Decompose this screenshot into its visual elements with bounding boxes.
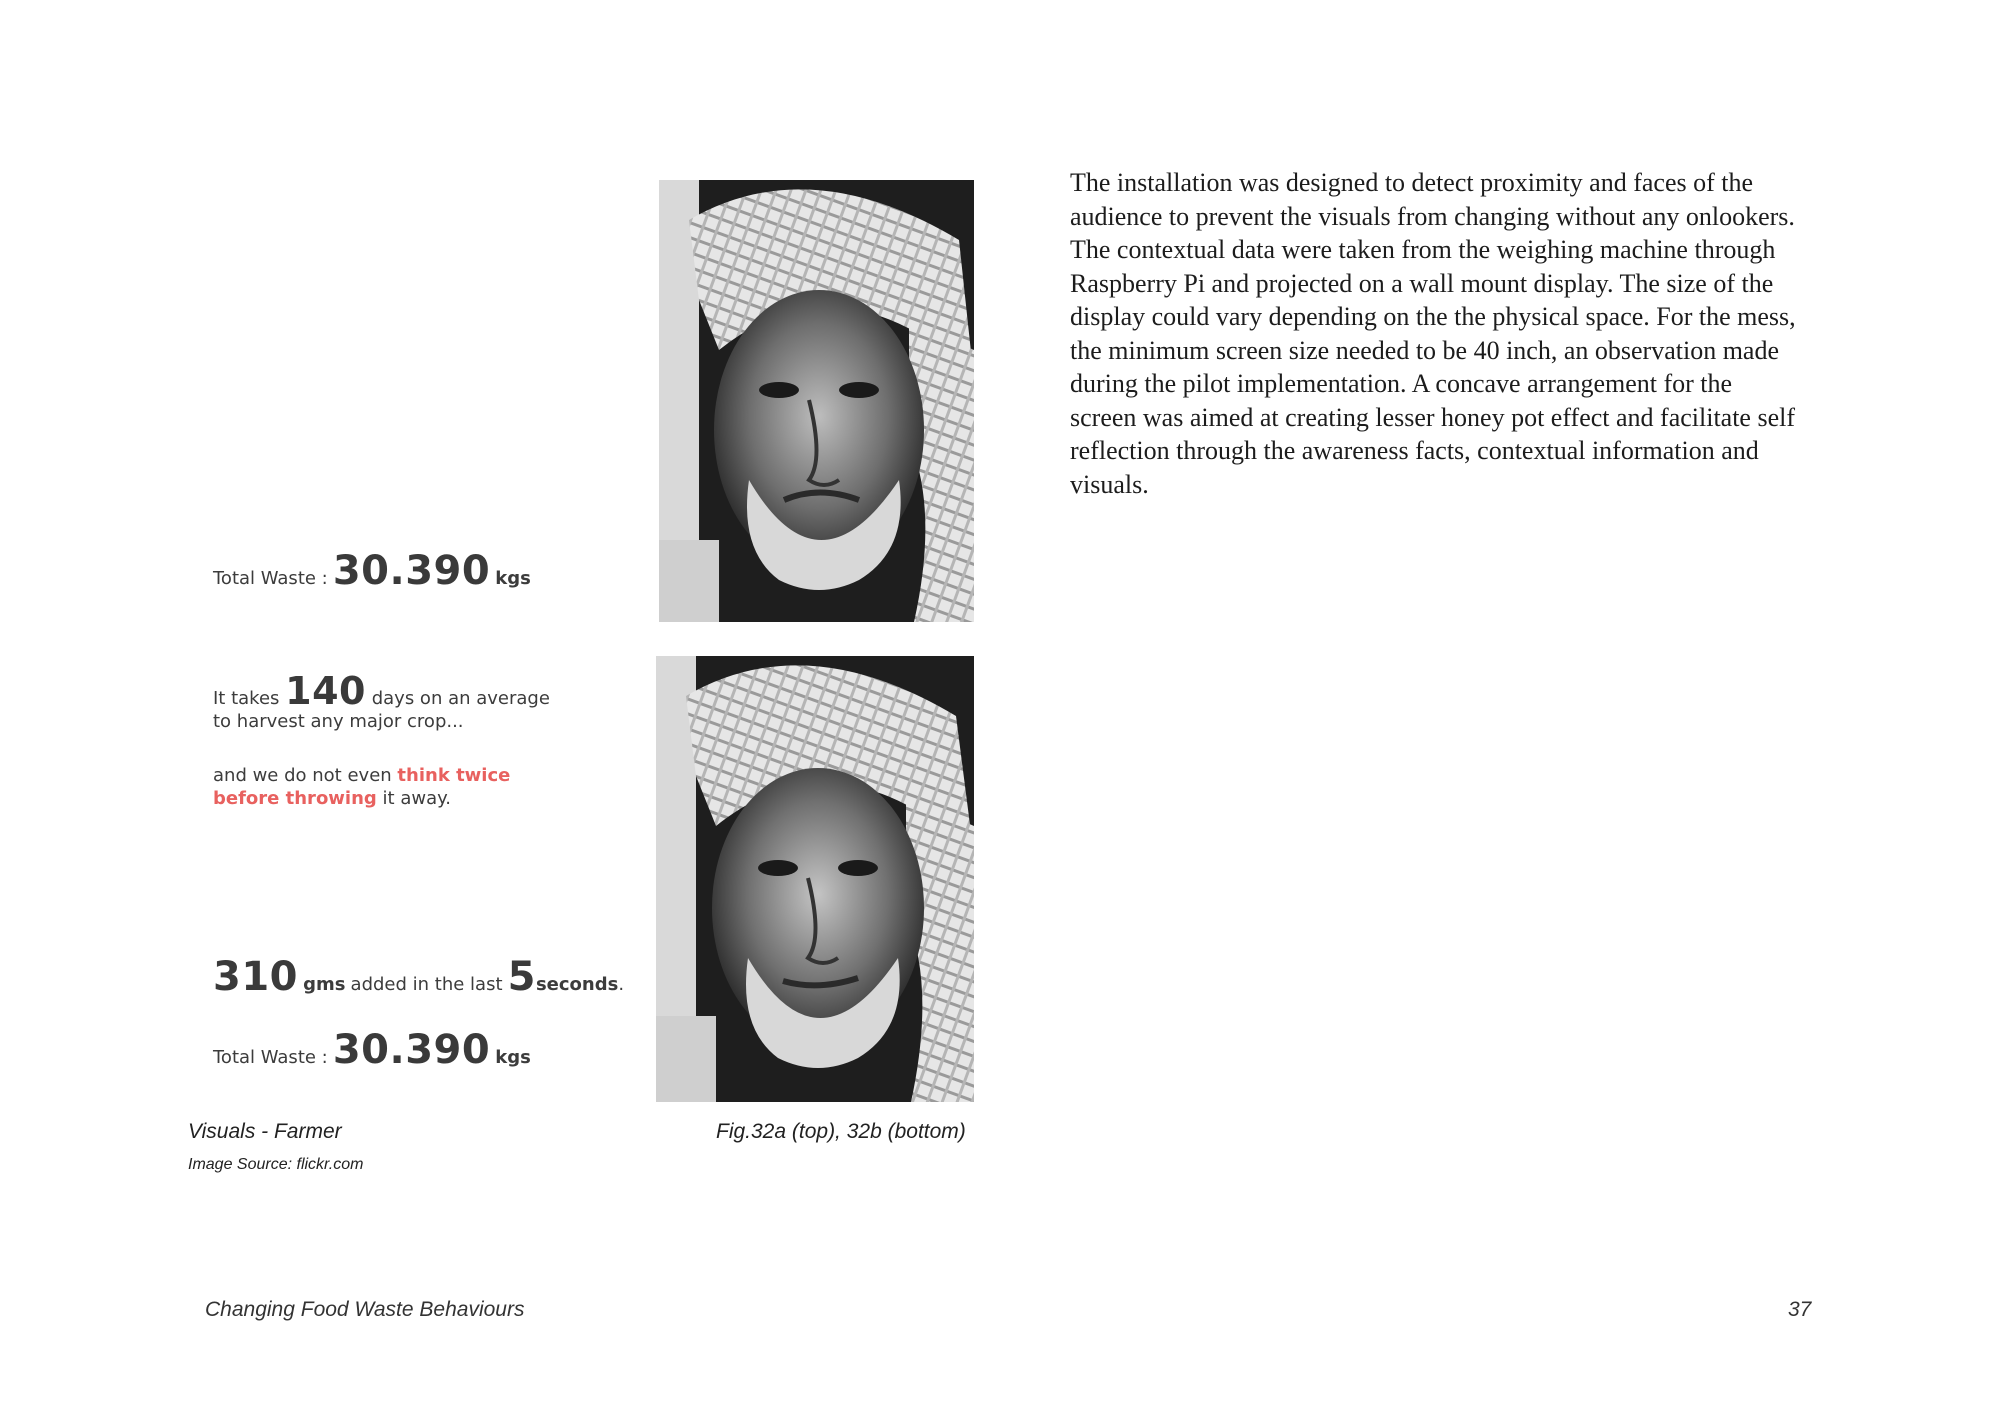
added-amount: 310: [213, 954, 298, 1000]
total-waste-label: Total Waste :: [213, 1047, 328, 1068]
body-line: audience to prevent the visuals from changing without any onlookers.: [1070, 201, 1795, 231]
added-end: .: [618, 974, 625, 995]
body-line: during the pilot implementation. A concave arrangement for the: [1070, 369, 1733, 398]
throw-prefix: and we do not even: [213, 765, 392, 786]
figure-caption: Fig.32a (top), 32b (bottom): [716, 1120, 966, 1143]
body-line: display could vary depending on the the physical space. For the mess,: [1070, 302, 1796, 331]
farmer-photo-bottom: [656, 656, 974, 1102]
harvest-days: 140: [285, 669, 366, 713]
body-line: The contextual data were taken from the weighing machine through: [1070, 235, 1776, 264]
added-middle: added in the last: [350, 974, 503, 995]
total-waste-unit: kgs: [495, 1047, 531, 1068]
harvest-line-2: to harvest any major crop...: [213, 711, 464, 732]
total-waste-value: 30.390: [332, 1027, 491, 1073]
body-line: Raspberry Pi and projected on a wall mount display. The size of the: [1070, 268, 1774, 298]
farmer-photo-top: [659, 180, 974, 622]
added-grams: [213, 954, 624, 1000]
throw-accent-2: before throwing: [213, 788, 377, 809]
body-line: The installation was designed to detect proximity and faces of the: [1070, 168, 1754, 197]
throw-suffix: it away.: [382, 788, 451, 809]
harvest-prefix: It takes: [213, 688, 280, 709]
footer-title: Changing Food Waste Behaviours: [205, 1298, 525, 1321]
total-waste-label: Total Waste :: [213, 568, 328, 589]
harvest-suffix: days on an average: [371, 688, 550, 709]
total-waste-top: [213, 548, 531, 594]
body-line: visuals.: [1070, 469, 1149, 499]
visuals-title: Visuals - Farmer: [188, 1120, 342, 1143]
total-waste-unit: kgs: [495, 568, 531, 589]
image-source: Image Source: flickr.com: [188, 1156, 364, 1173]
throw-fact: [213, 764, 593, 810]
body-paragraph: [1070, 166, 1830, 501]
added-unit: gms: [303, 974, 346, 995]
throw-accent-1: think twice: [397, 765, 511, 786]
body-line: the minimum screen size needed to be 40 inch, an observation made: [1070, 335, 1779, 365]
added-seconds: 5: [507, 954, 536, 1000]
harvest-fact: [213, 669, 593, 733]
added-seconds-unit: seconds: [535, 974, 619, 995]
total-waste-bottom: [213, 1027, 531, 1073]
body-line: screen was aimed at creating lesser honey pot effect and facilitate self: [1070, 402, 1796, 432]
total-waste-value: 30.390: [332, 548, 491, 594]
page-number: 37: [1788, 1298, 1812, 1321]
body-line: reflection through the awareness facts, contextual information and: [1070, 436, 1759, 465]
